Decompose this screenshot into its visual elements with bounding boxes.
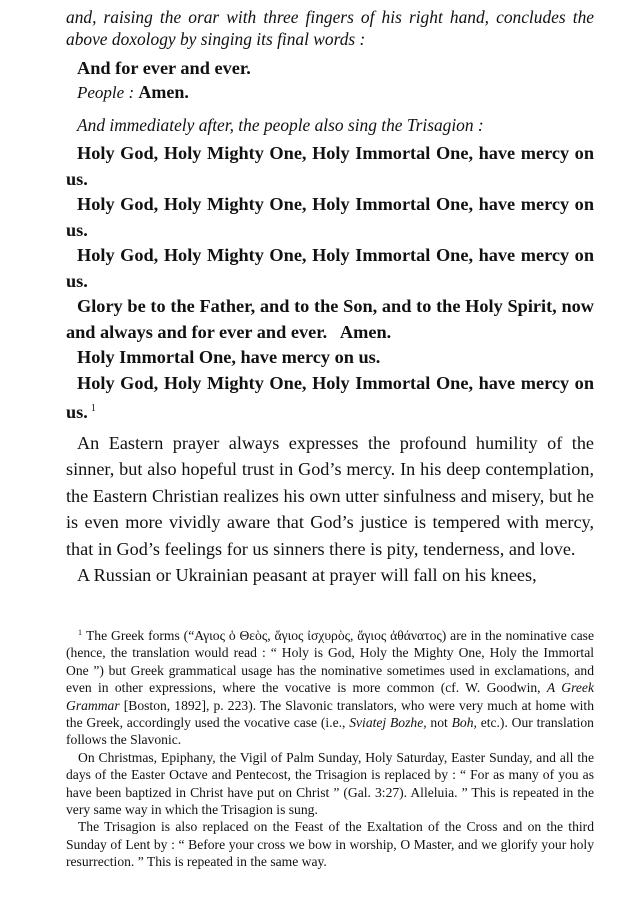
- footnote-1-marker: 1: [78, 628, 82, 637]
- footnote-1-not: not: [430, 715, 448, 731]
- footnote-1-tail: etc.). Our translation follows the Slavonic.: [66, 715, 594, 748]
- trisagion-line-1: Holy God, Holy Mighty One, Holy Immortal One, have mercy on us.: [66, 143, 594, 189]
- page-main-text: [66, 6, 594, 589]
- trisagion-final-line: [66, 371, 594, 426]
- trisagion-final-text: Holy God, Holy Mighty One, Holy Immortal One, have mercy on us.: [66, 372, 594, 422]
- trisagion-immortal-line: Holy Immortal One, have mercy on us.: [77, 347, 381, 367]
- footnote-1-boh: Boh,: [451, 715, 477, 731]
- trisagion-line-2: Holy God, Holy Mighty One, Holy Immortal One, have mercy on us.: [66, 194, 594, 240]
- footnote-2: On Christmas, Epiphany, the Vigil of Palm Sunday, Holy Saturday, Easter Sunday, and all the days of the Easter Octave and Pentecost, the Trisagion is replaced by : “ For as many of you as have been baptized in Christ have put on Christ ” (Gal. 3:27). Alleluia. ” This is repeated in the very same way in which the Trisagion is sung.: [66, 749, 594, 818]
- footnote-1-text-a: The Greek forms (“Αγιος ὁ Θεὸς, ἅγιος ἰσχυρὸς, ἅγιος ἀθάνατος) are in the nominative case (hence, the translation would read : “ Holy is God, Holy the Mighty One, Holy the Immortal One ”) but Greek grammatical usage has the nominative sometimes used in exclamations, and even in other expressions, where the vocative is more common (cf. W. Goodwin,: [66, 628, 594, 696]
- glory-doxology: [66, 294, 594, 345]
- footnote-marker-1[interactable]: 1: [90, 403, 96, 414]
- trisagion-rubric: And immediately after, the people also sing the Trisagion :: [77, 115, 484, 135]
- footnote-1-book-title: A Greek Grammar: [66, 680, 594, 713]
- footnote-1-slavonic-form: Sviatej Bozhe,: [349, 715, 427, 731]
- paragraph-humility: An Eastern prayer always expresses the profound humility of the sinner, but also hopeful trust in God’s mercy. In his deep contemplation, the Eastern Christian realizes his own utter sinfulness and misery, but he is even more vividly aware that God’s justice is tempered with mercy, that in God’s feelings for us sinners there is pity, tenderness, and love.: [66, 432, 594, 559]
- trisagion-block: [66, 141, 594, 426]
- paragraph-peasant: A Russian or Ukrainian peasant at prayer will fall on his knees,: [77, 565, 537, 585]
- footnotes-section: [66, 624, 594, 871]
- glory-text: Glory be to the Father, and to the Son, and to the Holy Spirit, now and always and for ever and ever.: [66, 296, 594, 342]
- footnote-1-text-b: [Boston, 1892], p. 223). The Slavonic translators, who were very much at home with the Greek, accordingly used the vocative case (i.e.,: [66, 697, 594, 731]
- trisagion-line-3: Holy God, Holy Mighty One, Holy Immortal One, have mercy on us.: [66, 245, 594, 291]
- people-response: [66, 80, 594, 105]
- footnote-1: [66, 624, 594, 749]
- people-amen: Amen.: [138, 82, 189, 102]
- footnote-3: The Trisagion is also replaced on the Feast of the Exaltation of the Cross and on the third Sunday of Lent by : “ Before your cross we bow in worship, O Master, and we glorify your holy resurrection. ” This is repeated in the same way.: [66, 819, 594, 870]
- glory-amen: Amen.: [339, 321, 392, 342]
- ekphonesis-line: And for ever and ever.: [77, 58, 251, 78]
- intro-rubric: and, raising the orar with three fingers of his right hand, concludes the above doxology by singing its final words :: [66, 7, 594, 49]
- people-label: People :: [77, 83, 135, 102]
